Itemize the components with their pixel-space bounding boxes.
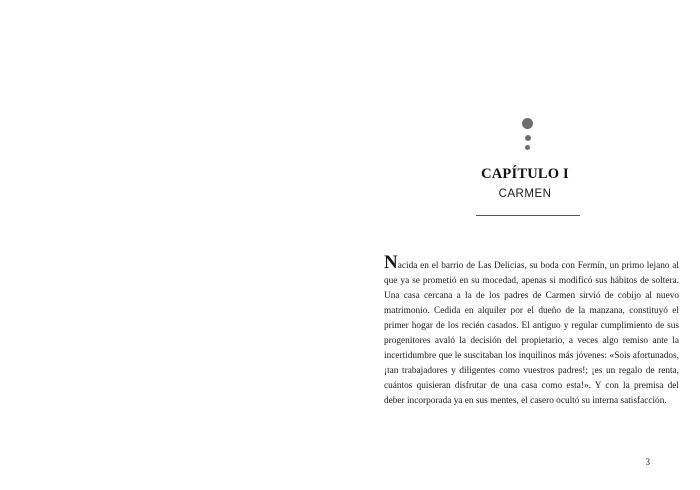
ornament-dot-medium [525,135,531,141]
ornament-dot-small [525,145,530,150]
page-number: 3 [645,457,650,467]
chapter-number: CAPÍTULO I [481,166,569,182]
chapter-divider [476,215,580,216]
chapter-ornament-icon [350,116,700,156]
drop-cap: N [384,252,398,273]
chapter-body-paragraph [384,252,679,409]
ornament-dot-large [522,118,533,129]
chapter-title: CARMEN [498,188,552,200]
paragraph-text: acida en el barrio de Las Delicias, su boda con Fermín, un primo lejano al que ya se prometió en su mocedad, apenas si modificó sus hábitos de soltera. Una casa cercana a la de los padres de Carmen sirvió de cobijo al nuevo matrimonio. Cedida en alquiler por el dueño de la manzana, constituyó el primer hogar de los recién casados. El antiguo y regular cumplimiento de sus progenitores avaló la decisión del propietario, a veces algo remiso ante la incertidumbre que le suscitaban los inquilinos más jóvenes: «Sois afortunados, ¡tan trabajadores y diligentes como vuestros padres!; ¡es un regalo de renta, cuántos quisieran disfrutar de una casa como esta!». Y con la premisa del deber incorporada ya en sus mentes, el casero ocultó su interna satisfacción. [384,261,679,406]
right-page [350,0,700,490]
